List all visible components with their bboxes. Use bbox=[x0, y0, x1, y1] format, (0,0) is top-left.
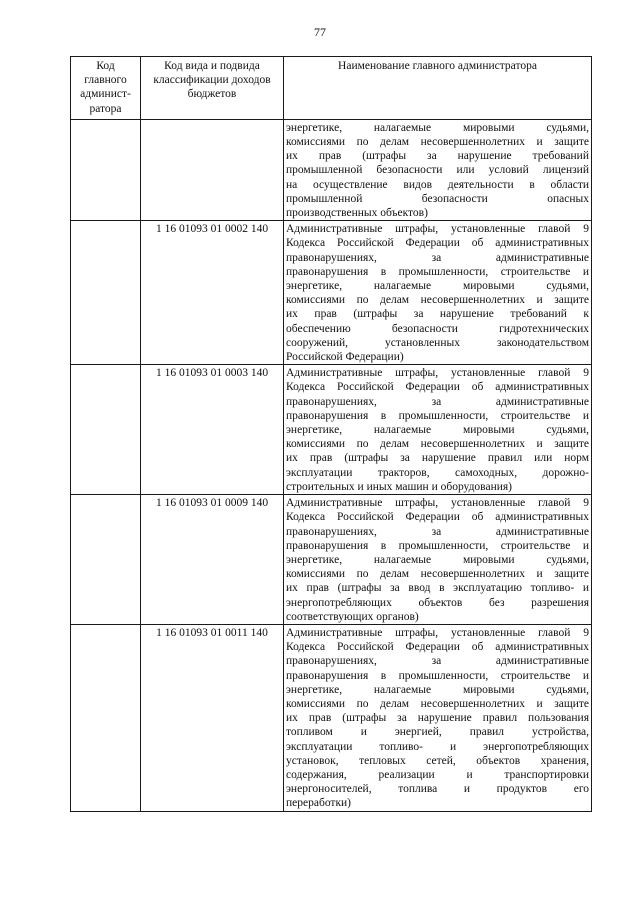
header-line: Код вида и подвида bbox=[164, 60, 260, 72]
name-text-line: комиссиями по делам несовершеннолетних и защите bbox=[286, 697, 589, 710]
table-row bbox=[71, 119, 592, 220]
name-text-line: энергетике, налагаемые мировыми судьями, bbox=[286, 683, 589, 696]
header-line: Наименование главного администратора bbox=[338, 60, 537, 72]
name-text-line: топливом и энергией, правил устройства, bbox=[286, 726, 589, 739]
name-text-line: промышленной безопасности опасных bbox=[286, 192, 589, 205]
name-text-line: их прав (штрафы за ввод в эксплуатацию топливо- и bbox=[286, 582, 589, 595]
header-revenue-code bbox=[141, 57, 284, 120]
name-text-line: Кодекса Российской Федерации об административных bbox=[286, 641, 589, 654]
header-admin-code bbox=[71, 57, 141, 120]
name-text-line: Административные штрафы, установленные главой 9 bbox=[286, 497, 589, 510]
name-text-line: строительных и иных машин и оборудования) bbox=[286, 480, 512, 493]
name-text-line: комиссиями по делам несовершеннолетних и защите bbox=[286, 438, 589, 451]
name-text-line: Кодекса Российской Федерации об административных bbox=[286, 237, 589, 250]
name-text-line: эксплуатации тракторов, самоходных, дорожно- bbox=[286, 466, 589, 479]
admin-code-cell bbox=[71, 495, 141, 625]
admin-code-cell bbox=[71, 365, 141, 495]
name-text-line: эксплуатации топливо- и энергопотребляющих bbox=[286, 740, 589, 753]
name-text-line: комиссиями по делам несовершеннолетних и защите bbox=[286, 136, 589, 149]
name-text-line: переработки) bbox=[286, 797, 352, 810]
name-text-line: энергетике, налагаемые мировыми судьями, bbox=[286, 121, 589, 134]
name-text-line: комиссиями по делам несовершеннолетних и защите bbox=[286, 568, 589, 581]
name-text-line: Административные штрафы, установленные главой 9 bbox=[286, 367, 589, 380]
name-text-line: Кодекса Российской Федерации об административных bbox=[286, 381, 589, 394]
header-line: админист- bbox=[80, 88, 131, 101]
table-row bbox=[71, 624, 592, 811]
name-text-line: правонарушения в промышленности, строительстве и bbox=[286, 409, 589, 422]
name-text-line: Кодекса Российской Федерации об административных bbox=[286, 511, 589, 524]
name-text-line: производственных объектов) bbox=[286, 207, 428, 220]
revenue-code-cell bbox=[141, 119, 284, 220]
name-text-line: правонарушениях, за административные bbox=[286, 525, 589, 538]
name-text-line: энергоносителей, топлива и продуктов его bbox=[286, 783, 589, 796]
name-text-line: правонарушения в промышленности, строительстве и bbox=[286, 669, 589, 682]
table-row bbox=[71, 495, 592, 625]
table-row bbox=[71, 221, 592, 365]
header-line: главного bbox=[84, 74, 127, 87]
revenue-code-cell: 1 16 01093 01 0009 140 bbox=[141, 495, 284, 625]
name-text-line: энергетике, налагаемые мировыми судьями, bbox=[286, 553, 589, 566]
admin-code-cell bbox=[71, 221, 141, 365]
revenue-classification-table bbox=[70, 56, 592, 812]
name-text-line: на осуществление видов деятельности в области bbox=[286, 178, 589, 191]
name-text-line: энергетике, налагаемые мировыми судьями, bbox=[286, 280, 589, 293]
name-text-line: их прав (штрафы за нарушение требований к bbox=[286, 308, 589, 321]
name-text-line: обеспечению безопасности гидротехнических bbox=[286, 322, 589, 335]
header-line: Код bbox=[96, 60, 115, 72]
name-text-line: правонарушения в промышленности, строительстве и bbox=[286, 265, 589, 278]
revenue-code-cell: 1 16 01093 01 0002 140 bbox=[141, 221, 284, 365]
page-number: 77 bbox=[314, 25, 326, 39]
name-text-line: Административные штрафы, установленные главой 9 bbox=[286, 626, 589, 639]
name-text-line: правонарушениях, за административные bbox=[286, 395, 589, 408]
name-text-line: энергетике, налагаемые мировыми судьями, bbox=[286, 424, 589, 437]
name-text-line: правонарушения в промышленности, строительстве и bbox=[286, 539, 589, 552]
name-text-line: комиссиями по делам несовершеннолетних и защите bbox=[286, 294, 589, 307]
name-text-line: Российской Федерации) bbox=[286, 351, 404, 364]
admin-name-cell bbox=[284, 365, 592, 495]
admin-code-cell bbox=[71, 119, 141, 220]
table-row bbox=[71, 365, 592, 495]
admin-name-cell bbox=[284, 119, 592, 220]
name-text-line: установок, тепловых сетей, объектов хранения, bbox=[286, 754, 589, 767]
revenue-code-cell: 1 16 01093 01 0003 140 bbox=[141, 365, 284, 495]
name-text-line: содержания, реализации и транспортировки bbox=[286, 768, 589, 781]
name-text-line: их прав (штрафы за нарушение требований bbox=[286, 150, 589, 163]
name-text-line: их прав (штрафы за нарушение правил пользования bbox=[286, 712, 589, 725]
name-text-line: правонарушениях, за административные bbox=[286, 251, 589, 264]
revenue-code-cell: 1 16 01093 01 0011 140 bbox=[141, 624, 284, 811]
header-line: классификации доходов bbox=[153, 74, 271, 87]
name-text-line: энергопотребляющих объектов без разрешения bbox=[286, 596, 589, 609]
table-header-row bbox=[71, 57, 592, 120]
name-text-line: правонарушениях, за административные bbox=[286, 655, 589, 668]
admin-name-cell bbox=[284, 624, 592, 811]
header-line: бюджетов bbox=[187, 88, 237, 101]
admin-name-cell bbox=[284, 495, 592, 625]
name-text-line: промышленной безопасности или условий лицензий bbox=[286, 164, 589, 177]
admin-code-cell bbox=[71, 624, 141, 811]
table-body bbox=[71, 119, 592, 811]
header-admin-name bbox=[284, 57, 592, 120]
name-text-line: соответствующих органов) bbox=[286, 610, 419, 623]
admin-name-cell bbox=[284, 221, 592, 365]
header-line: ратора bbox=[89, 102, 122, 115]
name-text-line: Административные штрафы, установленные главой 9 bbox=[286, 223, 589, 236]
name-text-line: сооружений, установленных законодательством bbox=[286, 336, 589, 349]
name-text-line: их прав (штрафы за нарушение правил или норм bbox=[286, 452, 589, 465]
